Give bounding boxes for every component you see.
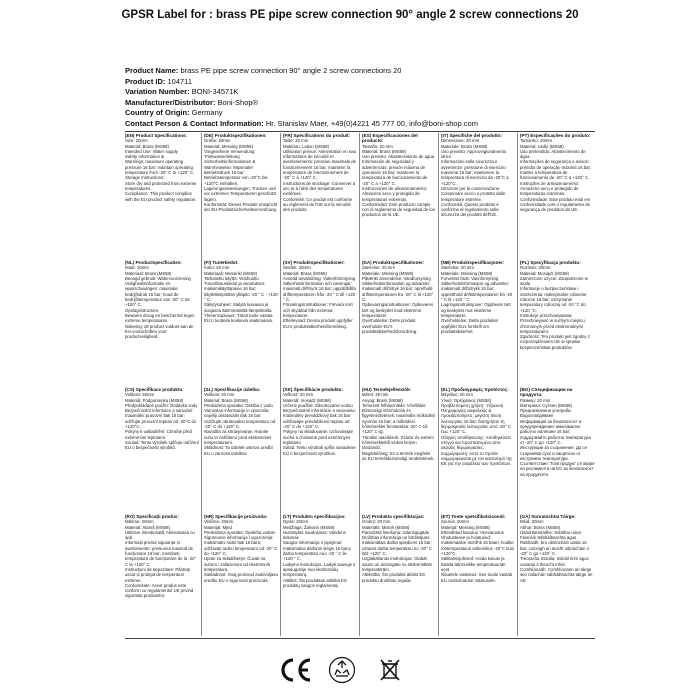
spec-heading: (LT) Produkto specifikacijos: — [283, 514, 346, 519]
spec-column-3 — [283, 133, 357, 636]
divider-bottom — [125, 638, 595, 639]
spec-cell-nl — [125, 260, 199, 382]
manufacturer-row — [125, 98, 645, 109]
product-id-label: Product ID: — [125, 76, 166, 86]
spec-body: Størrelse: 20 mm Materiale: Messing (MS58) Påtænkt anvendelse: Vandforsyning Sikkerhedsinformation og advarsler: maksimalt driftstryk 16 bar; oprethold driftstemperaturen fra -20° C til +120° C. Opbevaringsinstruktioner: Opbevares tørt og beskyttet mod ekstreme temperaturer. Overholdelse: Dette produkt overholder EU's produktsikkerhedsforordning. — [362, 265, 434, 334]
column-divider — [280, 133, 281, 636]
spec-cell-ro — [125, 514, 199, 636]
spec-cell-sl — [204, 387, 278, 509]
column-divider — [359, 133, 360, 636]
spec-body: Izmērs: 20 mm Materiāls: Misiņš (MS58) Paredzētā lietošana: Ūdensapgāde Drošības informācija un brīdinājumi: maksimālais darba spiediens 16 bar; uzturiet darba temperatūru no -20° C līdz +120° C. Uzglabāšanas instrukcijas: Glabāt sausu un aizsargātu no ekstremālām temperatūrām. Atbilstība: Šis produkts atbilst ES produktu drošības regulai. — [362, 519, 433, 583]
spec-cell-lv — [362, 514, 436, 636]
spec-body: Taille: 20 mm Matériau: Laiton (MS58) Utilisation prévue: Alimentation en eau Informations de sécurité et avertissements: pression maximale de fonctionnement 16 bar; maintenir la température de fonctionnement de -20° C à +120° C. Instructions de stockage: Conserver à sec et à l'abri des températures extrêmes. Conformité: Ce produit est conforme au règlement de l'UE sur la sécurité des produits. — [283, 138, 357, 213]
spec-heading: (ET) Toote spetsifikatsioonid: — [441, 514, 506, 519]
divider-top — [125, 131, 595, 132]
spec-heading: (FI) Tuotetiedot: — [204, 260, 239, 265]
spec-body: Velikost: 20mm Materiál: Podporsenka (MS58) Předpokládané použití: Dodávka vody Bezpečnostní informace a varování: maximální pracovní tlak 16 bar; udržujte provozní teplotu od -20°C do +120°C. Pokyny k uskladnění: Chraňte před extrémními teplotami. Soulad: Tento výrobek splňuje nařízení EU o bezpečnosti výrobků. — [125, 392, 199, 451]
spec-heading: (SV) Produktspecifikationer: — [283, 260, 345, 265]
spec-heading: (HU) Termékjellemzők: — [362, 387, 412, 392]
spec-heading: (NL) Productspecificaties: — [125, 260, 182, 265]
spec-cell-bg — [520, 387, 595, 509]
spec-heading: (IT) Specifiche del prodotto: — [441, 133, 502, 138]
spec-heading: (PL) Specyfikacja produktu: — [520, 260, 581, 265]
spec-body: Dimensione: 20 mm Materiale: Brass (MS58) Uso previsto: Approvvigionamento idrico Informazioni sulla sicurezza e avvertenze: pressione di esercizio massima 16 bar; mantenere la temperatura di esercizio da -20°C a +120°C. Istruzioni per la conservazione: Conservare secco e protetto dalle temperature estreme. Conformità: Questo prodotto è conforme al regolamento sulla sicurezza dei prodotti dell'UE. — [441, 138, 509, 218]
product-name-value: brass PE pipe screw connection 90° angle 2 screw connections 20 — [180, 66, 402, 75]
spec-column-2 — [204, 133, 278, 636]
manufacturer-label: Manufacturer/Distributor: — [125, 97, 216, 107]
spec-heading: (HR) Specifikacije proizvoda: — [204, 514, 268, 519]
spec-cell-fi — [204, 260, 278, 382]
spec-body: Mărime: 20mm Material: Alamă (MS58) Utilizare intenționată: Alimentarea cu apă Informații privind siguranța și avertismente: presiunea maximă de funcționare 16 bar; mențineți temperatura de funcționare de la -20° C la +120° C. Instrucțiuni de depozitare: Păstrați uscat și protejat de temperaturi extreme. Conformitate: Acest produs este conform cu regulamentul UE privind siguranța produselor. — [125, 519, 197, 599]
spec-cell-da — [362, 260, 436, 382]
ce-mark-icon — [278, 656, 312, 684]
spec-heading: (GA) Sonraíochtaí Táirge: — [520, 514, 576, 519]
spec-heading: (SK) Špecifikácie produktu: — [283, 387, 343, 392]
spec-column-6 — [520, 133, 595, 636]
spec-cell-pl — [520, 260, 595, 382]
spec-heading: (ES) Especificaciones del producto: — [362, 133, 418, 144]
spec-grid — [125, 133, 595, 636]
spec-cell-hu — [362, 387, 436, 509]
spec-cell-el — [441, 387, 515, 509]
variation-row — [125, 87, 645, 98]
spec-heading: (BG) Спецификации на продукта: — [520, 387, 573, 398]
spec-body: Velikost: 20 mm Material: Brass (MS58) Predvidena uporaba: Oskrba z vodo Varnostne informacije in opozorila: najvišji obratovalni tlak 16 bar; vzdržujte obratovalno temperaturo od -20° C do +120° C. Navodila za shranjevanje: Hranite suho in zaščiteno pred ekstremnimi temperaturami. Skladnost: Ta izdelek ustreza uredbi EU o varnosti izdelkov. — [204, 392, 276, 456]
spec-heading: (EL) Προδιαγραφές προϊόντος: — [441, 387, 509, 392]
spec-heading: (DA) Produktspecifikationer: — [362, 260, 425, 265]
spec-cell-fr — [283, 133, 357, 255]
spec-heading: (PT) Especificações do produto: — [520, 133, 591, 138]
spec-column-5 — [441, 133, 515, 636]
spec-heading: (LV) Produkta specifikācijas: — [362, 514, 425, 519]
spec-body: Μέγεθος: 20 mm Υλικό: Ορείχαλκος (MS58) Προβλεπόμενη χρήση: Ύδρευση Πληροφορίες ασφαλείας & προειδοποιήσεις: μέγιστη πίεση λειτουργίας 16 bar; διατηρήστε τη θερμοκρασία λειτουργίας από -20° C έως +120° C. Οδηγίες αποθήκευσης: Αποθηκεύστε στεγνό και προστατευμένο από ακραίες θερμοκρασίες. Συμμόρφωση: Αυτό το προϊόν συμμορφώνεται με τον κανονισμό της ΕΕ για την ασφάλεια των προϊόντων. — [441, 392, 513, 467]
spec-body: Tamaño: 20 mm Material: Brass (MS58) Uso previsto: Abastecimiento de agua Información de seguridad y advertencias: presión máxima de operación 16 bar; mantener la temperatura de funcionamiento de -20° C a +120° C. Instrucciones de almacenamiento: Almacene seco y protegido de temperaturas extremas. Conformidad: Este producto cumple con el reglamento de seguridad de los productos de la UE. — [362, 143, 435, 218]
product-id-value: 104711 — [167, 76, 192, 86]
product-name-label: Product Name: — [125, 66, 179, 75]
spec-heading: (CS) Specifikace produktu: — [125, 387, 184, 392]
spec-body: Rozmiar: 20mm Materiał: Mosiądz (MS58) Zamierzone użycie: Zaopatrzenie w wodę Informacje o bezpieczeństwie i ostrzeżenia: maksymalne ciśnienie robocze 16 bar; utrzymanie temperatury roboczej od -20 °C do +120 °C. Instrukcje przechowywania: Przechowywać w suchym miejscu, chronionym przed ekstremalnymi temperaturami. Zgodność: Ten produkt jest zgodny z rozporządzeniem UE w sprawie bezpieczeństwa produktów. — [520, 265, 590, 350]
country-label: Country of Origin: — [125, 108, 190, 117]
variation-value: BONI-34571K — [191, 87, 239, 96]
spec-body: Veľkosť: 20 mm Materiál: mosadz (MS58) Určené použitie: Zásobovanie vodou Bezpečnostné informácie a varovania: maximálny prevádzkový tlak 16 bar; udržiavajte prevádzkovú teplotu od -20° C do +120° C. Pokyny na skladovanie: Uchovávajte suché a chránené pred extrémnymi teplotami. Súlad: Tento výrobok spĺňa nariadenie EÚ o bezpečnosti výrobkov. — [283, 392, 356, 456]
spec-body: Veličina: 20mm Materijal: Mjed Predviđena uporaba: Opskrba vodom Sigurnosne informacije i upozorenja: maksimalni radni tlak 16 bara; održavati radnu temperaturu od -20° C do +120° C. Upute za skladištenje: Čuvati na suhom i zaštićenom od ekstremnih temperatura. Sukladnost: Ovaj proizvod zadovoljava uredbu EU o sigurnosti proizvoda. — [204, 519, 278, 583]
spec-heading: (NB) Produktspesifikasjoner: — [441, 260, 505, 265]
spec-body: Maat: 20mm Materiaal: Brass (MS58) Beoogd gebruik: Watervoorziening Veiligheidsinformatie en waarschuwingen: maximale bedrijfsdruk 16 bar; houd de bedrijfstemperatuur van -20° C tot +120° C. Opslaginstructies: Bewaren droog en beschermd tegen extreme temperaturen. Naleving: dit product voldoet aan de EU-voorschriften voor productveiligheid. — [125, 265, 195, 340]
spec-body: Suurus: 20mm Materjal: Messing (MS58) Ettenähtud kasutus: Veevarustus Ohutusteave ja hoiatused: maksimaalne töörõhk 16 baari; hoidke töötemperatuuri vahemikus -20°C kuni +120°C. Säilitamisjuhised: Hoida kuivas ja kaitsta äärmuslike temperatuuride eest. Nõuetele vastavus: See toode vastab ELi tooteohutuse määrusele. — [441, 519, 515, 583]
contact-label: Contact Person & Contact Information: — [125, 118, 264, 128]
spec-cell-es — [362, 133, 436, 255]
product-id-row — [125, 77, 645, 88]
spec-cell-de — [204, 133, 278, 255]
spec-cell-en — [125, 133, 199, 255]
country-value: Germany — [191, 108, 223, 117]
spec-cell-cs — [125, 387, 199, 509]
spec-body: Размер: 20 mm Материал: Сутеен (MS58) Предназначена употреба: Водоснабдяване Информация за безопасност и предупреждения: максимално работно налягане 16 bar; поддържайте работна температура от -20° C до +120° C. Инструкции за съхранение: Да се съхранява сухо и защитено от екстремни температури. Съответствие: Този продукт отговаря на регламента на ЕС за безопасност на продуктите. — [520, 397, 595, 477]
spec-heading: (DE) Produktspezifikationen: — [204, 133, 267, 138]
page-title: GPSR Label for : brass PE pipe screw connection 90° angle 2 screw connections 20 — [121, 9, 579, 21]
spec-cell-ga — [520, 514, 595, 636]
spec-body: Tamanho: 20mm Material: Latão (MS58) Uso pretendido: Abastecimento de água Informações de segurança e avisos: pressão de operação máxima 16 bar; manter a temperatura de funcionamento de -20° C a +120° C. Instruções de armazenamento: Armazene seco e protegido de temperaturas extremas. Conformidade: Este produto está em conformidade com o regulamento de segurança de produtos da UE. — [520, 138, 592, 213]
do-not-dispose-icon — [376, 656, 404, 684]
spec-body: Size: 20mm Material: Brass (MS58) Intended Use: Water supply Safety Information & Warnings: maximum operating pressure 16 bar; maintain operating temperature from -20° C to +120° C. Storage Instructions: Store dry and protected from extreme temperatures. Compliance: This product complies with the EU product safety regulation. — [125, 138, 197, 202]
contact-value: Hr. Stanislav Maer, +49(0)4221 45 777 00, info@boni-shop.com — [265, 118, 478, 128]
spec-body: Størrelse: 20 mm Materiale: Messing (MS58) Forventet bruk: Vannforsyning Sikkerhetsinformasjon og advarsler: maksimalt driftstrykk 16 bar; oppretthold driftstemperaturen fra -20 ° C til +120 ° C. Lagringsinstruksjoner: Oppbevar tørt og beskyttet mot ekstreme temperaturer. Overholdelse: Dette produktet oppfyller EUs forskrift om produktsikkerhet. — [441, 265, 513, 334]
spec-body: Größe: 20mm Material: Messing (MS58) Vorgesehene Verwendung: Trinkwasserleitung Sicherheitsinformationen & Warnhinweise: Maximaler Betriebsdruck 16 bar; Betriebstemperatur von -20°C bis +120°C einhalten. Lagerungsanweisungen: Trocken und vor extremen Temperaturen geschützt lagern. Konformität: Dieses Produkt entspricht der EU-Produktsicherheitsverordnung. — [204, 138, 278, 213]
contact-row — [125, 119, 645, 130]
column-divider — [201, 133, 202, 636]
spec-heading: (SL) Specifikacije izdelka: — [204, 387, 261, 392]
column-divider — [438, 133, 439, 636]
product-name-row — [125, 66, 645, 77]
spec-body: Storlek: 20mm Material: Brass (MS58) Avsedd användning: Vattenförsörjning Säkerhetsinformation och varningar: maximalt drifttryck 16 bar; upprätthålla drifttemperaturen från -20 ° C till +120 ° C. Förvaringsinstruktioner: Förvara torrt och skyddad från extrema temperaturer. Efterlevnad: Denna produkt uppfyller EU:s produktsäkerhetsförordning. — [283, 265, 356, 329]
spec-column-1 — [125, 133, 199, 636]
manufacturer-value: Boni-Shop® — [217, 97, 259, 107]
compliance-icons — [0, 656, 700, 686]
spec-body: Dydis: 20mm Medžiaga: Žalvaris (MS58) Numatytas naudojimas: Vandens tiekimas Saugos informacija ir įspėjimai: maksimalus darbinis slėgis 16 barų; darbo temperatūra nuo -20 ° C iki +120 ° C. Laikymo instrukcijos: Laikyti sausoje ir apsaugotoje nuo ekstremalių temperatūrų. Atitiktis: Šis produktas atitinka ES produktų saugos reglamentą. — [283, 519, 356, 588]
spec-column-4 — [362, 133, 436, 636]
spec-heading: (RO) Specificații produs: — [125, 514, 179, 519]
spec-body: Méid: 20mm Ábhar: Brass (MS58) Úsáid Beartaithe: Soláthar uisce Faisnéis Sábháilteachta agus Rabhaidh: brú oibriúcháin uasta 16 bar; coinnigh an teocht oibriúcháin ó -20° C go +120° C. Treoracha Stórála: Stóráil tirim agus cosanta ó theocht mhór. Comhlíonadh: Comhlíonann an táirge seo rialachán sábháilteachta táirge an AE. — [520, 519, 593, 583]
product-info — [125, 66, 645, 129]
recycling-icon — [328, 656, 356, 684]
spec-cell-sv — [283, 260, 357, 382]
spec-cell-pt — [520, 133, 595, 255]
spec-heading: (EN) Product Specifications: — [125, 133, 188, 138]
spec-body: Koko: 20 mm Materiaali: Messinki (MS58) Tarkoitettu käyttö: Vesihuolto Turvallisuustiedot ja varoitukset: maksimikäyttöpaine 16 bar; käyttölämpötilan ylläpito -20 ° C - +120 ° C. Säilytysohjeet: Säilytä kuivassa ja suojassa äärimmäisiltä lämpötiloilta. Yhteensopivuus: Tämä tuote vastaa EU:n tuotteita koskevia vaatimuksia. — [204, 265, 278, 324]
variation-label: Variation Number: — [125, 87, 190, 96]
spec-heading: (FR) Spécifications du produit: — [283, 133, 351, 138]
country-row — [125, 108, 645, 119]
spec-cell-nb — [441, 260, 515, 382]
spec-cell-et — [441, 514, 515, 636]
spec-cell-it — [441, 133, 515, 255]
spec-body: Méret: 20 mm Anyag: Brass (MS58) Tervezett felhasználás: Vízellátás Biztonsági információk és figyelmeztetések: maximális működési nyomás 16 bar; a működési hőmérséklet fenntartása -20° C-tól +120° C-ig. Tárolási utasítások: Száraz és extrém hőmérséklettől védett helyen tárolandó. Megfelelőség: Ez a termék megfelel az EU termékbiztonsági rendeletének. — [362, 392, 436, 461]
column-divider — [517, 133, 518, 636]
spec-cell-lt — [283, 514, 357, 636]
spec-cell-hr — [204, 514, 278, 636]
spec-cell-sk — [283, 387, 357, 509]
